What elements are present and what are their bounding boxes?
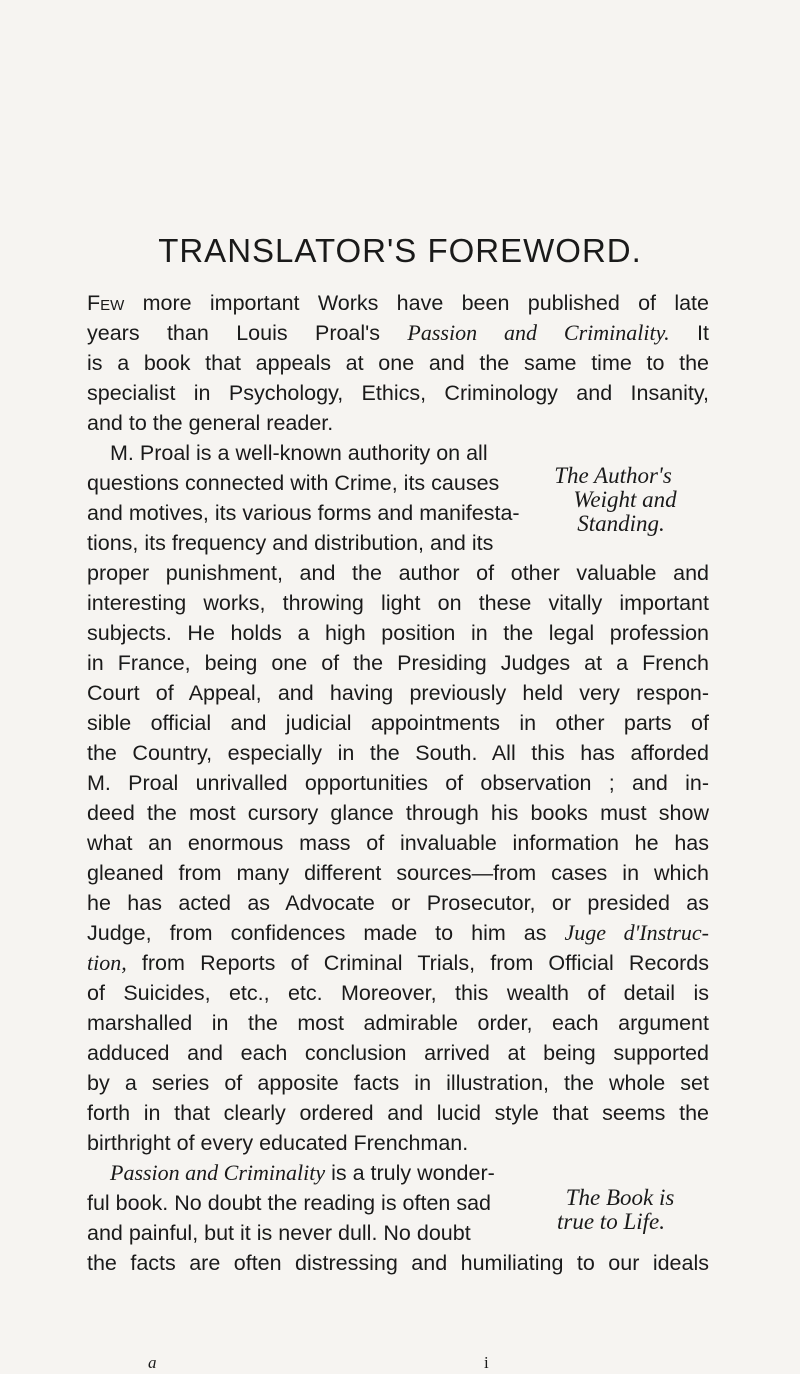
margin-note-line: Standing. (577, 511, 665, 536)
margin-note-book (498, 1186, 718, 1234)
margin-note-line: The Author's (554, 463, 672, 488)
text-line: in France, being one of the Presiding Judges at a French (87, 651, 709, 675)
text-line (87, 918, 709, 948)
text-line: and painful, but it is never dull. No doubt (87, 1221, 471, 1245)
text-span: is a truly wonder- (325, 1161, 495, 1185)
text-line: forth in that clearly ordered and lucid style that seems the (87, 1101, 709, 1125)
text-line: the Country, especially in the South. All this has afforded (87, 741, 709, 765)
text-span: Judge, from confidences made to him as (87, 921, 565, 945)
margin-note-author (498, 464, 718, 536)
text-span: more important Works have been published of late (124, 291, 709, 315)
text-line: questions connected with Crime, its causes (87, 471, 500, 495)
text-line (110, 1158, 495, 1188)
text-line: he has acted as Advocate or Prosecutor, or presided as (87, 891, 709, 915)
text-line: specialist in Psychology, Ethics, Criminology and Insanity, (87, 381, 709, 405)
text-line: proper punishment, and the author of other valuable and (87, 561, 709, 585)
text-line: what an enormous mass of invaluable information he has (87, 831, 709, 855)
text-line: subjects. He holds a high position in the legal profession (87, 621, 709, 645)
margin-note-line: true to Life. (557, 1209, 665, 1234)
text-line: M. Proal unrivalled opportunities of observation ; and in- (87, 771, 709, 795)
text-line: gleaned from many different sources—from cases in which (87, 861, 709, 885)
text-line: ful book. No doubt the reading is often sad (87, 1191, 491, 1215)
italic-term: tion, (87, 950, 127, 975)
book-title-italic: Passion and Criminality (110, 1160, 326, 1185)
text-line (87, 318, 709, 348)
text-line: and motives, its various forms and manifesta- (87, 501, 520, 525)
book-title-italic: Passion and Criminality. (407, 320, 670, 345)
text-line: is a book that appeals at one and the same time to the (87, 351, 709, 375)
text-line: marshalled in the most admirable order, each argument (87, 1011, 709, 1035)
margin-note-line: The Book is (565, 1185, 675, 1210)
page-numeral: i (484, 1353, 489, 1372)
text-line: tions, its frequency and distribution, and its (87, 531, 494, 555)
text-line: birthright of every educated Frenchman. (87, 1131, 469, 1155)
text-line: of Suicides, etc., etc. Moreover, this wealth of detail is (87, 981, 709, 1005)
margin-note-line: Weight and (573, 487, 677, 512)
text-line: and to the general reader. (87, 411, 334, 435)
text-line: deed the most cursory glance through his books must show (87, 801, 709, 825)
text-line: M. Proal is a well-known authority on all (110, 441, 488, 465)
text-line: by a series of apposite facts in illustration, the whole set (87, 1071, 709, 1095)
text-span: from Reports of Criminal Trials, from Official Records (126, 951, 709, 975)
italic-term: Juge d'Instruc- (564, 920, 709, 945)
signature-letter: a (148, 1353, 157, 1372)
page-title: TRANSLATOR'S FOREWORD. (158, 232, 642, 269)
text-line (87, 948, 709, 978)
text-line: the facts are often distressing and humiliating to our ideals (87, 1251, 709, 1275)
text-line: Court of Appeal, and having previously held very respon- (87, 681, 709, 705)
text-line: adduced and each conclusion arrived at being supported (87, 1041, 709, 1065)
text-line: interesting works, throwing light on these vitally important (87, 591, 709, 615)
first-word: Few (87, 291, 125, 315)
text-span: It (669, 321, 710, 345)
text-line (87, 288, 709, 318)
text-line: sible official and judicial appointments in other parts of (87, 711, 709, 735)
text-span: years than Louis Proal's (87, 321, 408, 345)
